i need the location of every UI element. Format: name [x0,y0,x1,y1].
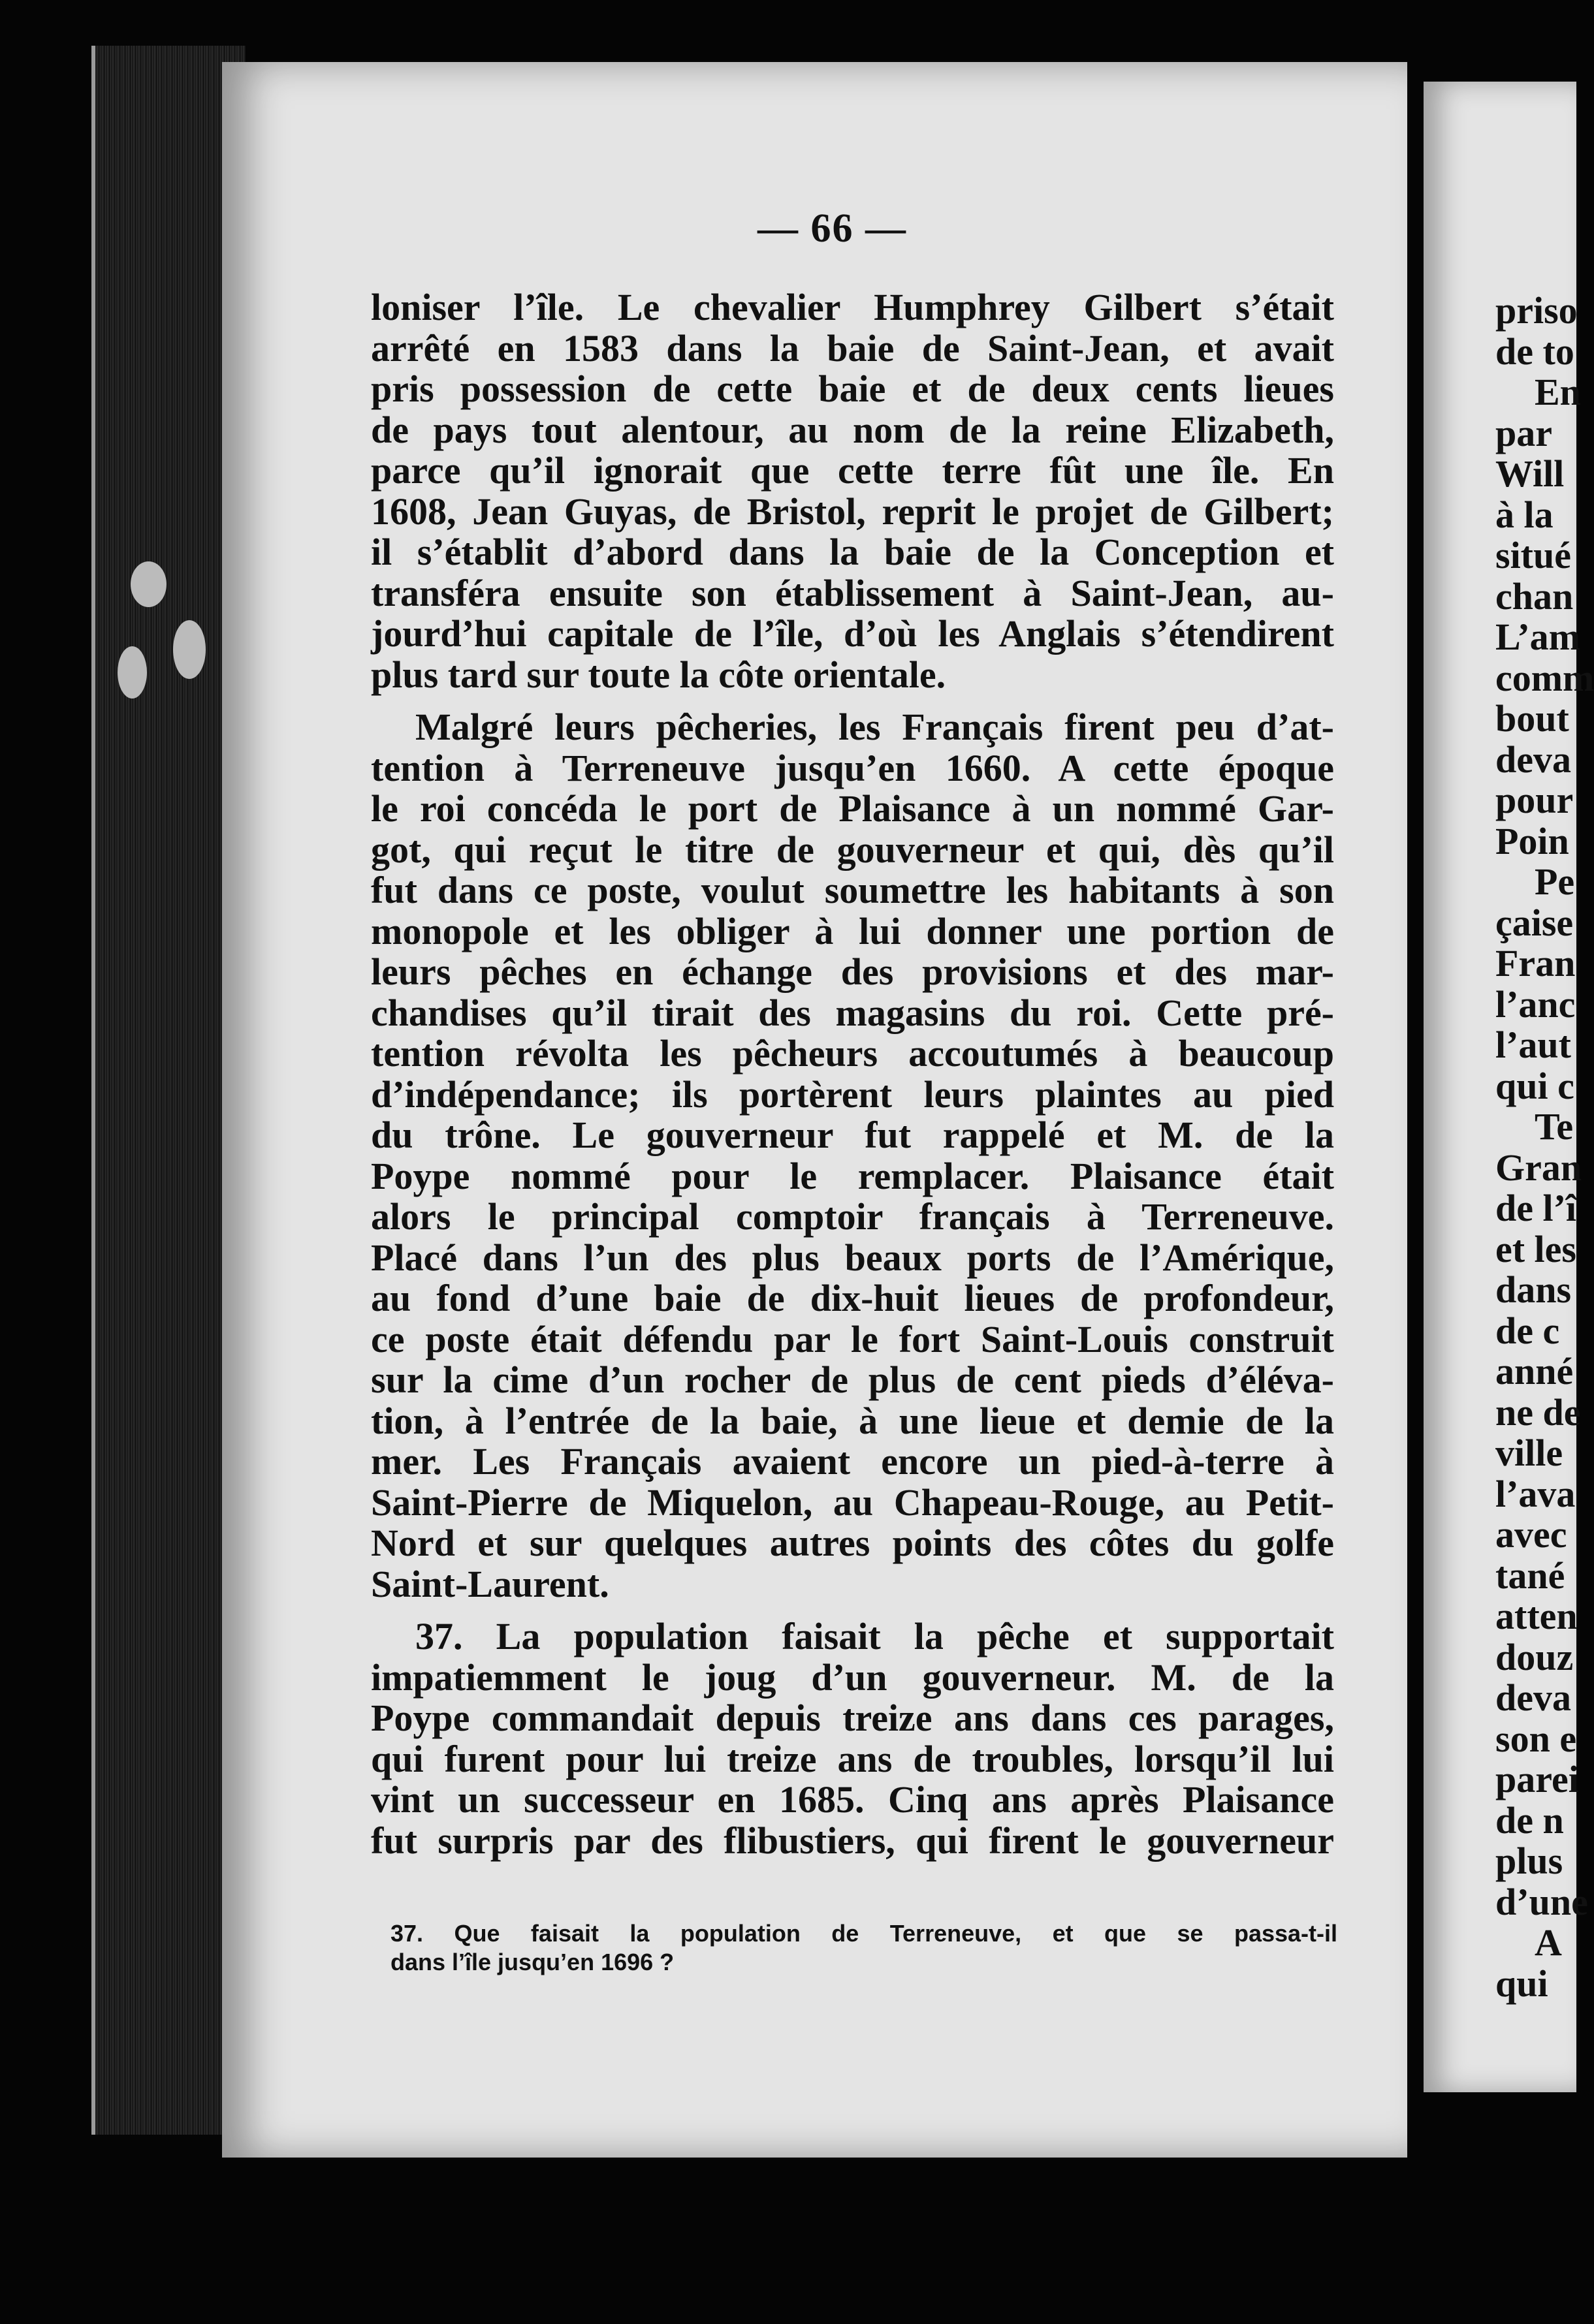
fragment: de n [1495,1798,1564,1842]
page-number: — 66 — [757,206,907,251]
fragment: deva [1495,1676,1571,1719]
text-line: loniser l’île. Le chevalier Humphrey Gilbert s’était [371,286,1334,328]
text-line: de pays tout alentour, au nom de la reine Elizabeth, [371,408,1334,451]
text-line: Placé dans l’un des plus beaux ports de l’Amérique, [371,1236,1334,1279]
fragment: bout [1495,697,1569,740]
fragment: de to [1495,330,1574,373]
fragment: ville [1495,1432,1563,1474]
fragment: Te [1535,1105,1574,1148]
fragment: tané [1495,1554,1565,1597]
text-line: Malgré leurs pêcheries, les Français firent peu d’at- [415,706,1334,748]
fragment: plus [1495,1840,1563,1882]
text-line: fut dans ce poste, voulut soumettre les habitants à son [371,869,1334,911]
text-line: fut surpris par des flibustiers, qui firent le gouverneur [371,1819,1334,1862]
paragraph-2 [371,707,1334,1605]
text-line: Nord et sur quelques autres points des côtes du golfe [371,1522,1334,1564]
fragment: qui c [1495,1064,1574,1107]
fragment: pour [1495,779,1574,821]
text-line: sur la cime d’un rocher de plus de cent pieds d’éléva- [371,1358,1334,1401]
text-line: le roi concéda le port de Plaisance à un nommé Gar- [371,787,1334,830]
text-line: Poype nommé pour le remplacer. Plaisance était [371,1154,1334,1197]
text-line: du trône. Le gouverneur fut rappelé et M. de la [371,1114,1334,1156]
fragment: çaise [1495,901,1574,944]
text-line: Poype commandait depuis treize ans dans ces parages, [371,1697,1334,1739]
text-line: Saint-Laurent. [371,1562,609,1605]
footnote-line: 37. Que faisait la population de Terreneuve, et que se passa-t-il [391,1920,1337,1947]
text-line: leurs pêches en échange des provisions et des mar- [371,950,1334,993]
text-line: parce qu’il ignorait que cette terre fût une île. En [371,449,1334,492]
paper-stain [118,646,147,699]
fragment: Pe [1535,860,1575,903]
fragment: L’am [1495,616,1580,658]
fragment: à la [1495,493,1554,536]
fragment: l’ava [1495,1472,1576,1515]
fragment: deva [1495,738,1571,781]
paper-stain [173,620,206,679]
fragment: anné [1495,1350,1574,1392]
fragment: ne de [1495,1390,1581,1434]
fragment: son e [1495,1717,1577,1760]
text-line: transféra ensuite son établissement à Saint-Jean, au- [371,571,1334,614]
text-line: chandises qu’il tirait des magasins du roi. Cette pré- [371,991,1334,1034]
fragment: A [1535,1921,1562,1964]
paper-stain [131,561,167,607]
fragment: En [1535,371,1581,413]
fragment: de c [1495,1309,1560,1352]
text-line: mer. Les Français avaient encore un pied-à-terre à [371,1440,1334,1483]
body-text [371,287,1334,1861]
text-line: 1608, Jean Guyas, de Bristol, reprit le projet de Gilbert; [371,490,1334,533]
text-line: arrêté en 1583 dans la baie de Saint-Jean, et avait [371,326,1334,369]
text-line: ce poste était défendu par le fort Saint-Louis construit [371,1317,1334,1360]
fragment: et les [1495,1227,1576,1270]
paragraph-3 [371,1616,1334,1861]
fragment: Fran [1495,942,1576,984]
text-line: jourd’hui capitale de l’île, d’où les Anglais s’étendirent [371,612,1334,655]
fragment: atten [1495,1595,1578,1637]
footnote [391,1919,1337,1977]
fragment: d’une [1495,1880,1588,1923]
fragment: l’aut [1495,1024,1571,1066]
fragment: Will [1495,452,1565,495]
fragment: situé [1495,534,1571,576]
text-line: monopole et les obliger à lui donner une portion de [371,909,1334,952]
fragment: par [1495,411,1552,454]
text-line: tention à Terreneuve jusqu’en 1660. A cette époque [371,746,1334,789]
fragment: douz [1495,1635,1574,1678]
text-line: impatiemment le joug d’un gouverneur. M. de la [371,1656,1334,1699]
paragraph-1 [371,287,1334,695]
fragment: avec [1495,1513,1567,1556]
text-line: vint un successeur en 1685. Cinq ans après Plaisance [371,1778,1334,1821]
text-line: tention révolta les pêcheurs accoutumés à beaucoup [371,1032,1334,1075]
text-line: plus tard sur toute la côte orientale. [371,653,946,696]
text-line: qui furent pour lui treize ans de troubles, lorsqu’il lui [371,1737,1334,1780]
fragment: l’anc [1495,982,1576,1026]
text-line: pris possession de cette baie et de deux cents lieues [371,368,1334,410]
text-line: d’indépendance; ils portèrent leurs plaintes au pied [371,1073,1334,1116]
text-line: tion, à l’entrée de la baie, à une lieue et demie de la [371,1399,1334,1442]
text-line: au fond d’une baie de dix-huit lieues de profondeur, [371,1277,1334,1319]
fragment: Gran [1495,1146,1582,1189]
fragment: de l’î [1495,1187,1577,1229]
text-line: Saint-Pierre de Miquelon, au Chapeau-Rouge, au Petit- [371,1481,1334,1524]
text-line: 37. La population faisait la pêche et supportait [415,1615,1334,1657]
text-line: alors le principal comptoir français à Terreneuve. [371,1195,1334,1238]
fragment: Poin [1495,819,1569,862]
next-page-text [1495,290,1594,2004]
fragment: priso [1495,289,1578,332]
fragment: dans [1495,1268,1572,1311]
fragment: comm [1495,656,1594,699]
text-line: got, qui reçut le titre de gouverneur et qui, dès qu’il [371,828,1334,871]
fragment: parei [1495,1758,1579,1800]
text-line: il s’établit d’abord dans la baie de la Conception et [371,531,1334,573]
footnote-line: dans l’île jusqu’en 1696 ? [391,1949,675,1975]
fragment: chan [1495,574,1574,618]
fragment: qui [1495,1962,1548,2005]
